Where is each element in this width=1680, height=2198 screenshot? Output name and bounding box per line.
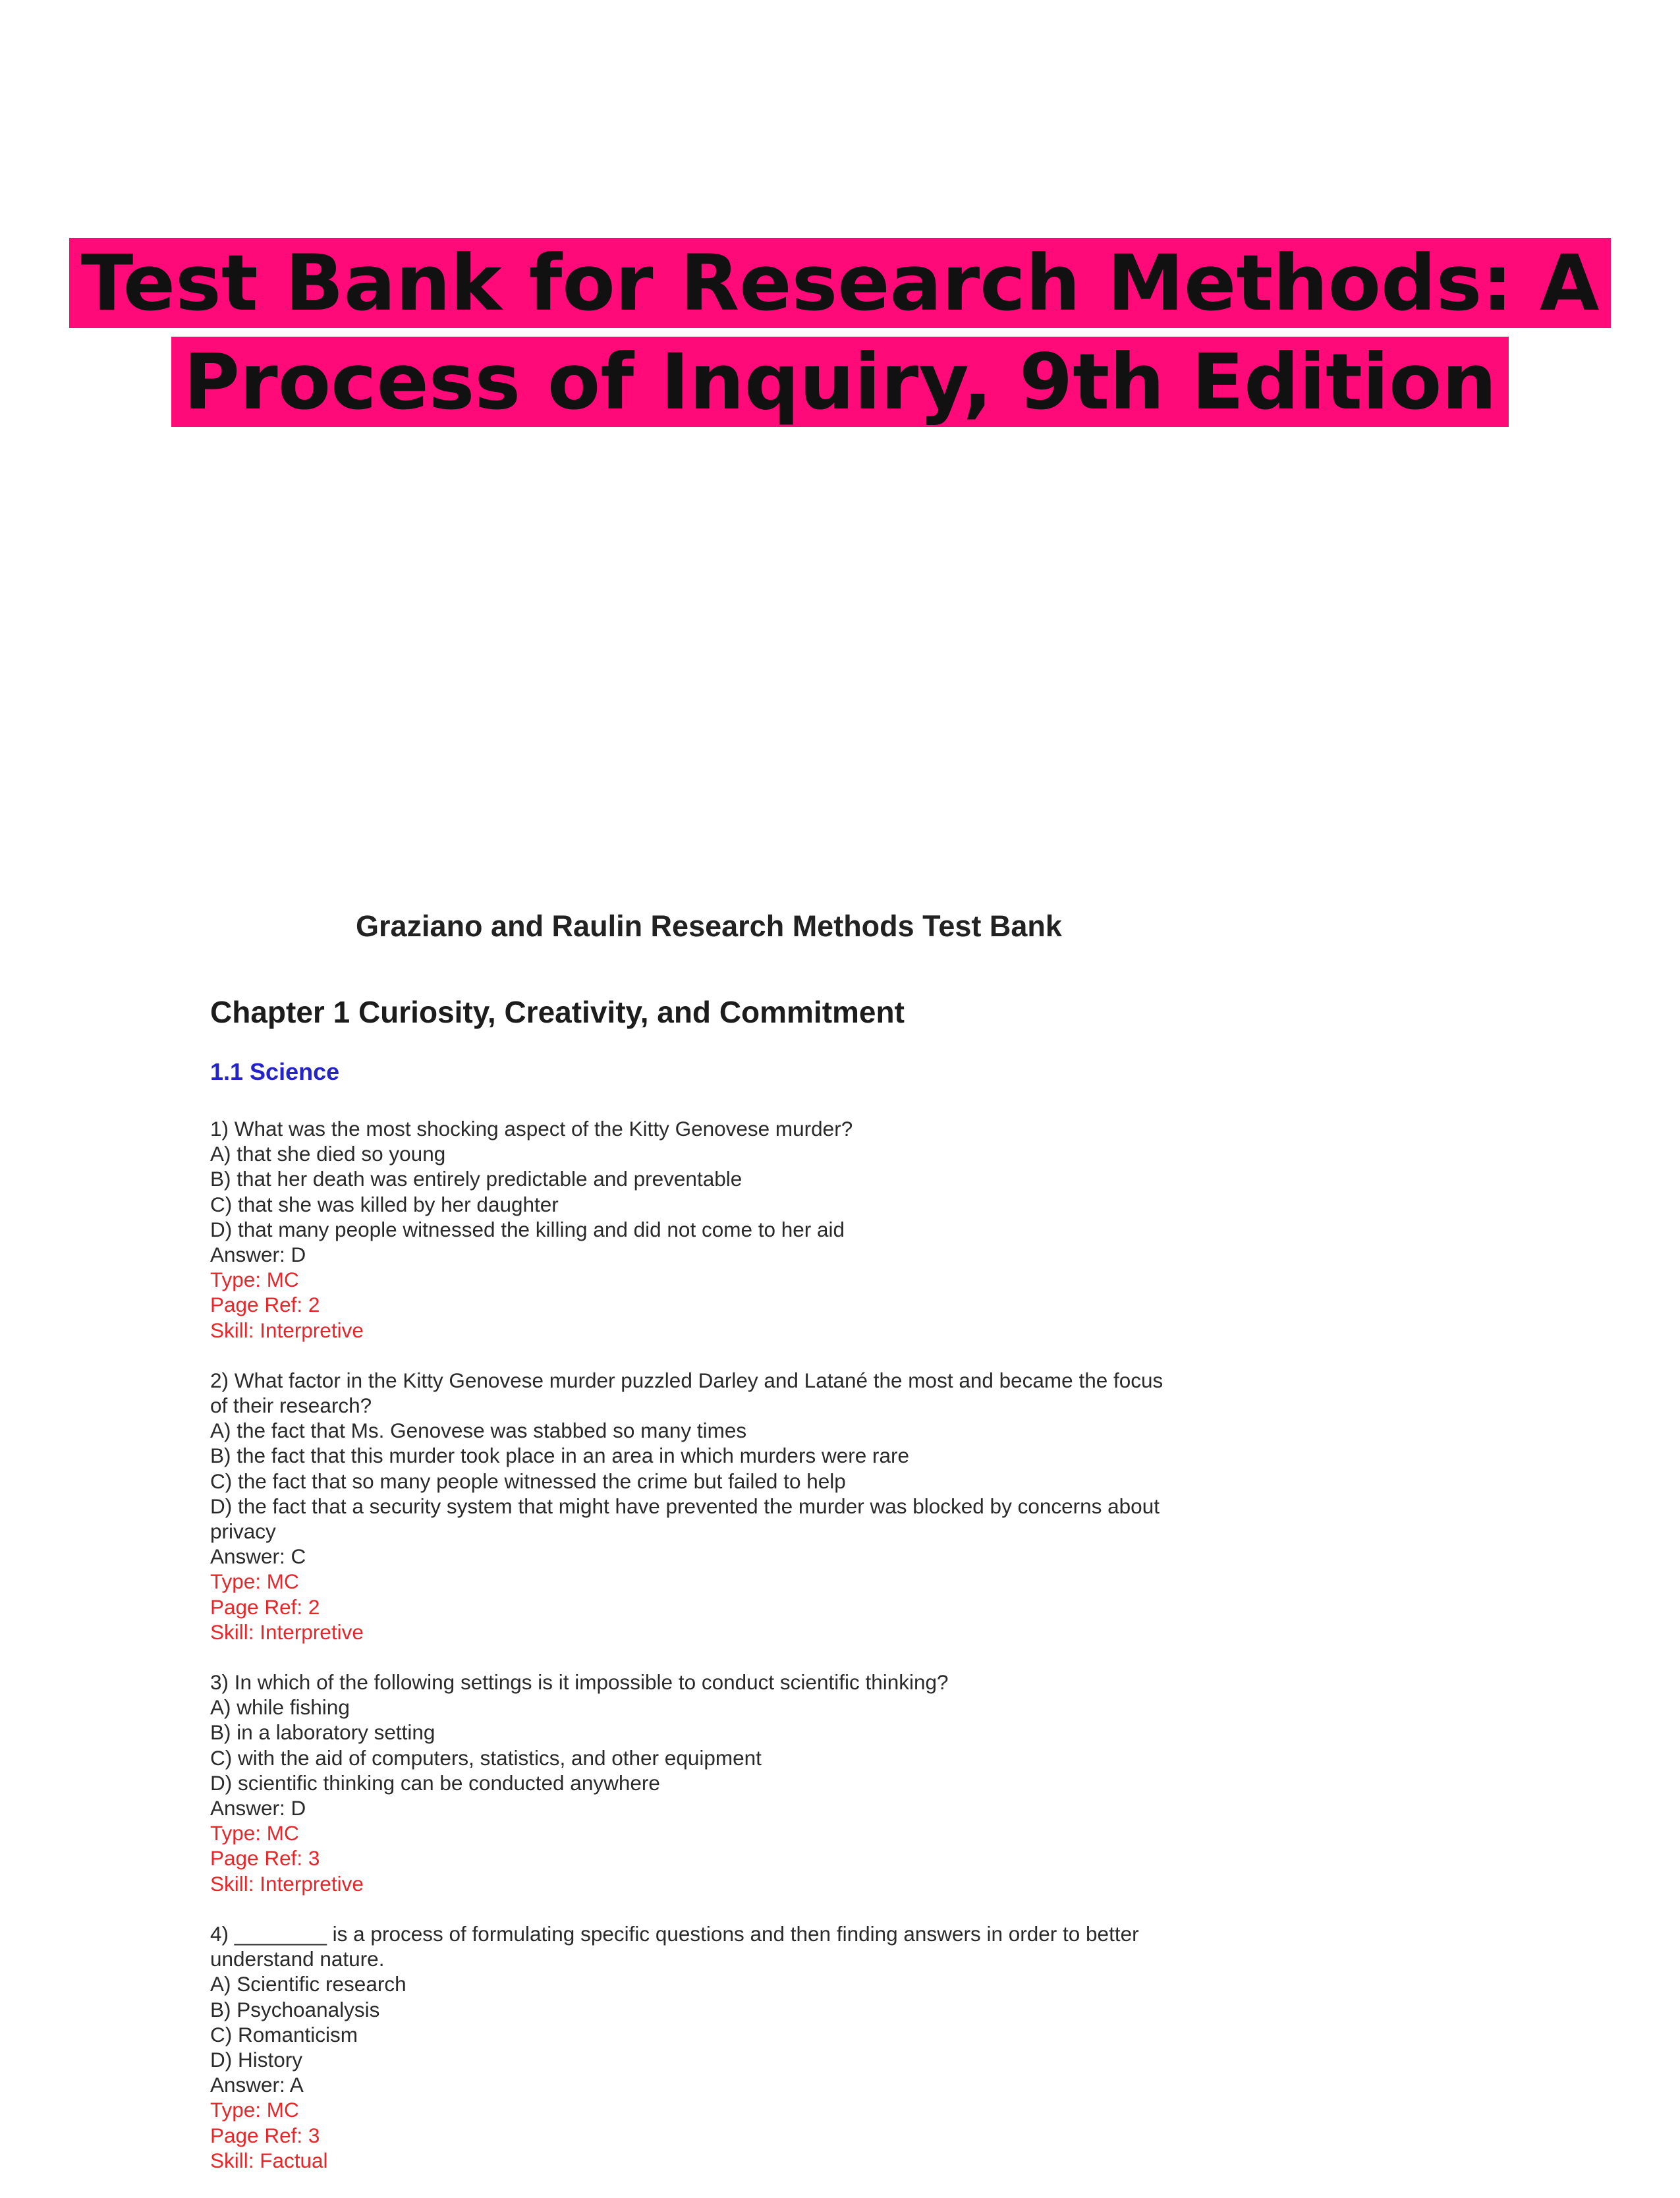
answer-option: B) that her death was entirely predictable and preventable: [210, 1167, 742, 1191]
answer-option: B) Psychoanalysis: [210, 1997, 380, 2021]
answer-option: D) History: [210, 2047, 302, 2071]
skill-level: Skill: Interpretive: [210, 1871, 364, 1896]
page-reference: Page Ref: 3: [210, 2123, 320, 2147]
question-stem-continued: understand nature.: [210, 1947, 385, 1971]
skill-level: Skill: Factual: [210, 2148, 328, 2172]
answer-option: C) that she was killed by her daughter: [210, 1192, 559, 1216]
question-stem: 4) ________ is a process of formulating specific questions and then finding answers in order to better: [210, 1921, 1139, 1946]
answer-option: A) Scientific research: [210, 1972, 406, 1996]
document-banner-title: [0, 234, 1680, 432]
answer-option-continued: privacy: [210, 1519, 276, 1544]
question-item: [210, 1921, 1264, 2173]
answer-option: C) Romanticism: [210, 2022, 358, 2046]
question-item: [210, 1670, 1264, 1896]
question-item: [210, 1116, 1264, 1343]
question-type: Type: MC: [210, 2098, 299, 2122]
answer-key: Answer: C: [210, 1544, 306, 1569]
banner-line-1: Test Bank for Research Methods: A: [69, 238, 1611, 328]
answer-option: D) scientific thinking can be conducted anywhere: [210, 1770, 660, 1795]
question-stem: 2) What factor in the Kitty Genovese murder puzzled Darley and Latané the most and became the focus: [210, 1368, 1163, 1392]
question-list: [210, 1116, 1264, 2198]
answer-option: D) the fact that a security system that might have prevented the murder was blocked by concerns about: [210, 1494, 1160, 1518]
question-stem: 3) In which of the following settings is it impossible to conduct scientific thinking?: [210, 1670, 949, 1695]
question-type: Type: MC: [210, 1821, 299, 1846]
answer-option: B) in a laboratory setting: [210, 1720, 435, 1745]
answer-key: Answer: D: [210, 1796, 306, 1820]
page-reference: Page Ref: 2: [210, 1293, 320, 1317]
question-item: [210, 1368, 1264, 1645]
test-bank-title: Graziano and Raulin Research Methods Test Bank: [356, 909, 1062, 943]
answer-key: Answer: A: [210, 2073, 304, 2097]
answer-option: A) the fact that Ms. Genovese was stabbed so many times: [210, 1419, 747, 1443]
section-heading: 1.1 Science: [210, 1058, 340, 1085]
question-type: Type: MC: [210, 1569, 299, 1594]
answer-option: A) while fishing: [210, 1695, 350, 1720]
question-stem: 1) What was the most shocking aspect of the Kitty Genovese murder?: [210, 1117, 853, 1141]
answer-option: C) with the aid of computers, statistics, and other equipment: [210, 1745, 762, 1770]
page-reference: Page Ref: 2: [210, 1594, 320, 1619]
answer-option: C) the fact that so many people witnessed the crime but failed to help: [210, 1469, 846, 1493]
page-reference: Page Ref: 3: [210, 1846, 320, 1871]
skill-level: Skill: Interpretive: [210, 1620, 364, 1644]
answer-option: D) that many people witnessed the killing and did not come to her aid: [210, 1217, 845, 1241]
banner-line-2: Process of Inquiry, 9th Edition: [171, 337, 1508, 427]
answer-option: A) that she died so young: [210, 1142, 446, 1166]
answer-key: Answer: D: [210, 1243, 306, 1267]
skill-level: Skill: Interpretive: [210, 1318, 364, 1342]
question-type: Type: MC: [210, 1268, 299, 1292]
chapter-heading: Chapter 1 Curiosity, Creativity, and Commitment: [210, 995, 905, 1029]
answer-option: B) the fact that this murder took place in an area in which murders were rare: [210, 1444, 909, 1468]
question-stem-continued: of their research?: [210, 1394, 372, 1418]
